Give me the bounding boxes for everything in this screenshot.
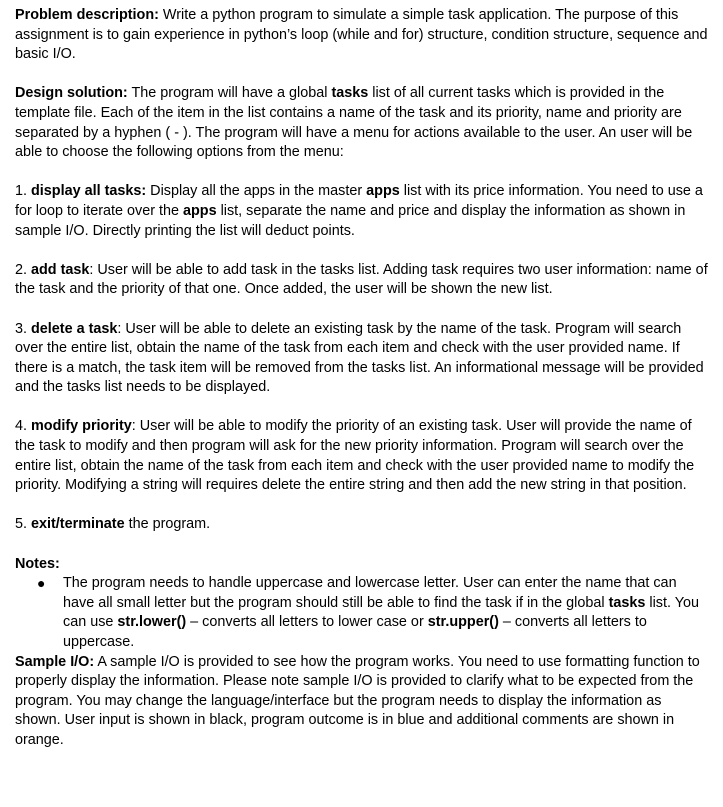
- design-solution-bold-tasks: tasks: [331, 85, 369, 102]
- notes-bold-tasks: tasks: [608, 594, 646, 611]
- notes-list-item: [37, 574, 709, 652]
- option-1-number: 1.: [15, 183, 31, 200]
- notes-heading: [15, 555, 709, 575]
- option-3-text: : User will be able to delete an existing task by the name of the task. Program will search over the entire list, obtain the name of the task from each item and check with the user provided name. If there is a match, the task item will be removed from the tasks list. An informational message will be provided and the tasks list needs to be displayed.: [15, 320, 704, 396]
- option-5-paragraph: [15, 515, 709, 535]
- notes-list: [15, 574, 709, 652]
- option-1-paragraph: [15, 182, 709, 241]
- design-solution-text-1: The program will have a global: [127, 85, 332, 102]
- option-4-paragraph: [15, 417, 709, 495]
- design-solution-label: Design solution:: [15, 85, 128, 102]
- option-1-bold-apps-2: apps: [183, 202, 217, 219]
- option-2-number: 2.: [15, 261, 31, 278]
- option-2-text: : User will be able to add task in the tasks list. Adding task requires two user information: name of the task and the priority of that one. Once added, the user will be shown the new list.: [15, 261, 708, 298]
- option-4-label: modify priority: [31, 418, 132, 435]
- option-4-text: : User will be able to modify the priority of an existing task. User will provide the name of the task to modify and then program will ask for the new priority information. Program will search over the entire list, obtain the name of the task from each item and check with the user provided name to modify the priority. Modifying a string will requires delete the entire string and then add the new string in that position.: [15, 418, 695, 494]
- option-1-bold-apps-1: apps: [366, 183, 400, 200]
- option-2-paragraph: [15, 261, 709, 300]
- problem-description-label: Problem description:: [15, 7, 159, 23]
- notes-heading-label: Notes:: [15, 555, 60, 572]
- option-5-number: 5.: [15, 516, 31, 533]
- design-solution-text-2: list of all current tasks which is provided in the template file. Each of the item in the list contains a name of the task and its priority, name and priority are separated by a hyphen ( - ). The program will have a menu for actions available to the user. An user will be able to choose the following options from the menu:: [15, 85, 693, 161]
- option-1-text-3: list, separate the name and price and display the information as shown in sample I/O. Directly printing the list will deduct points.: [15, 202, 686, 239]
- option-1-text-1: Display all the apps in the master: [146, 183, 367, 200]
- option-5-text: the program.: [124, 516, 211, 533]
- notes-text-4: – converts all letters to uppercase.: [63, 614, 647, 650]
- problem-description-text: Write a python program to simulate a simple task application. The purpose of this assignment is to gain experience in python’s loop (while and for) structure, condition structure, sequence and basic I/O.: [15, 7, 708, 63]
- notes-text-1: The program needs to handle uppercase and lowercase letter. User can enter the name that can have all small letter but the program should still be able to find the task if in the global: [63, 575, 677, 611]
- option-1-label: display all tasks:: [31, 183, 147, 200]
- option-3-number: 3.: [15, 320, 31, 337]
- bullet-icon: ●: [37, 575, 46, 592]
- option-1-text-2: list with its price information. You need to use a for loop to iterate over the: [15, 183, 703, 219]
- notes-bold-str-upper: str.upper(): [427, 614, 499, 631]
- notes-bold-str-lower: str.lower(): [117, 614, 187, 631]
- sample-io-text: A sample I/O is provided to see how the program works. You need to use formatting function to properly display the information. Please note sample I/O is provided to clarify what to be expected from the program. You may change the language/interface but the program needs to display the information as shown. User input is shown in black, program outcome is in blue and additional comments are shown in orange.: [15, 653, 700, 748]
- notes-text-3: – converts all letters to lower case or: [186, 614, 428, 631]
- option-4-number: 4.: [15, 418, 31, 435]
- design-solution-paragraph: [15, 84, 709, 162]
- option-2-label: add task: [31, 261, 90, 278]
- option-3-label: delete a task: [31, 320, 118, 337]
- problem-description-paragraph: [15, 6, 709, 65]
- notes-text-2: list. You can use: [63, 594, 699, 631]
- option-5-label: exit/terminate: [31, 516, 125, 533]
- sample-io-paragraph: [15, 653, 709, 751]
- option-3-paragraph: [15, 320, 709, 398]
- sample-io-label: Sample I/O:: [15, 653, 95, 670]
